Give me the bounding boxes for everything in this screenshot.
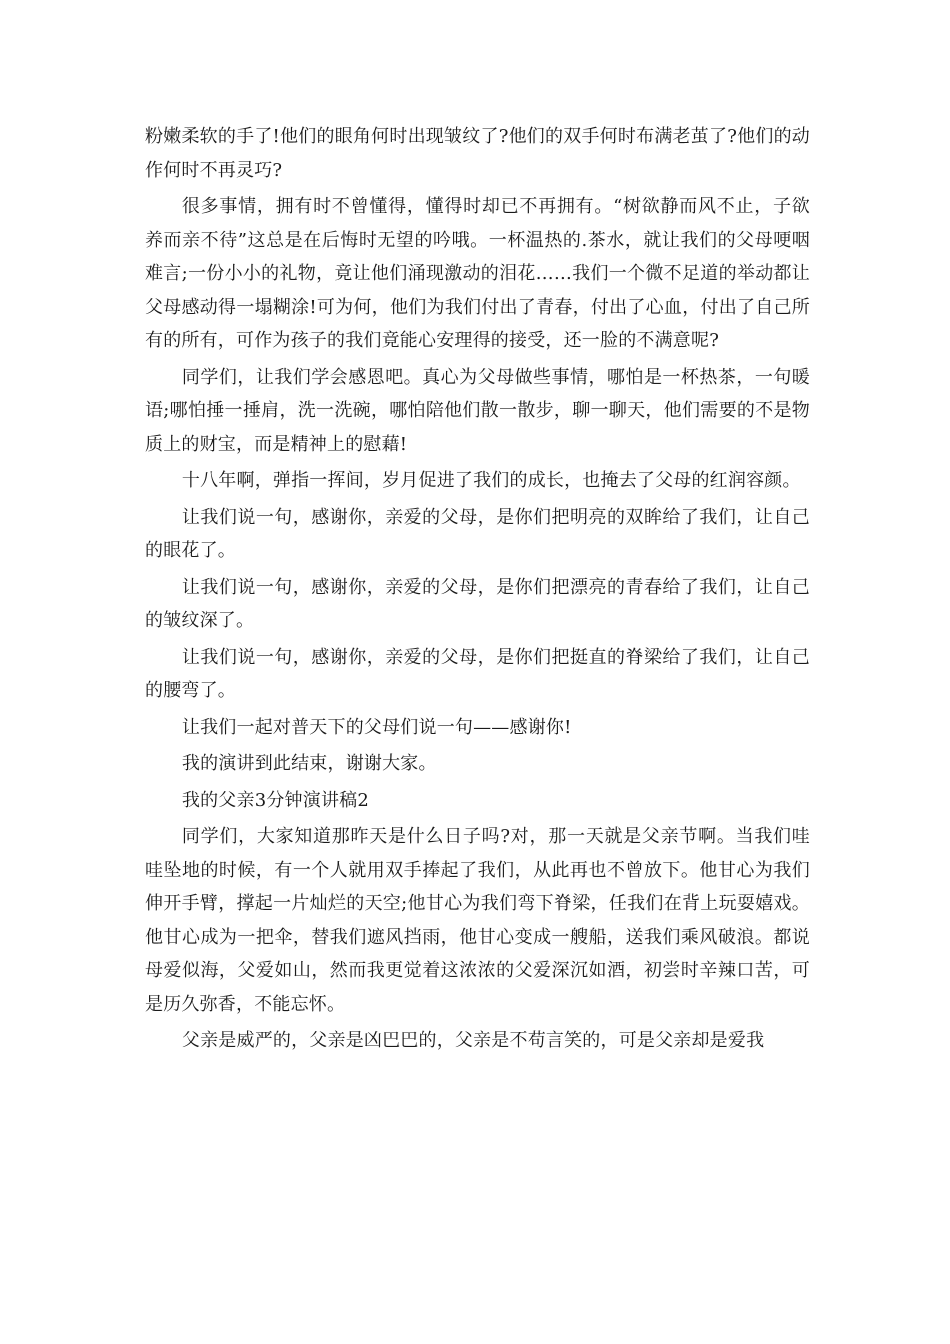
- paragraph-11: 父亲是威严的，父亲是凶巴巴的，父亲是不苟言笑的，可是父亲却是爱我: [181, 1030, 765, 1051]
- paragraph-2: 很多事情，拥有时不曾懂得，懂得时却已不再拥有。“树欲静而风不止，子欲养而亲不待”这总是在后悔时无望的吟哦。一杯温热的.茶水，就让我们的父母哽咽难言;一份小小的礼物，竟让他们涌现激动的泪花……我们一个微不足道的举动都让父母感动得一塌糊涂!可为何，他们为我们付出了青春，付出了心血，付出了自己所有的所有，可作为孩子的我们竟能心安理得的接受，还一脸的不满意呢?: [145, 196, 810, 351]
- paragraph-8: 让我们一起对普天下的父母们说一句——感谢你!: [181, 716, 572, 738]
- paragraph-9: 我的演讲到此结束，谢谢大家。: [181, 753, 437, 774]
- paragraph-3: 同学们，让我们学会感恩吧。真心为父母做些事情，哪怕是一杯热茶，一句暖语;哪怕捶一捶肩，洗一洗碗，哪怕陪他们散一散步，聊一聊天，他们需要的不是物质上的财宝，而是精神上的慰藉!: [145, 366, 810, 455]
- paragraph-6: 让我们说一句，感谢你，亲爱的父母，是你们把漂亮的青春给了我们，让自己的皱纹深了。: [145, 576, 810, 631]
- paragraph-5: 让我们说一句，感谢你，亲爱的父母，是你们把明亮的双眸给了我们，让自己的眼花了。: [145, 506, 810, 561]
- document-body: [145, 120, 810, 1061]
- paragraph-4: 十八年啊，弹指一挥间，岁月促进了我们的成长，也掩去了父母的红润容颜。: [181, 470, 801, 491]
- paragraph-1: 粉嫩柔软的手了!他们的眼角何时出现皱纹了?他们的双手何时布满老茧了?他们的动作何时不再灵巧?: [145, 126, 810, 181]
- section-heading: 我的父亲3分钟演讲稿2: [181, 789, 369, 811]
- paragraph-10: 同学们，大家知道那昨天是什么日子吗?对，那一天就是父亲节啊。当我们哇哇坠地的时候，有一个人就用双手捧起了我们，从此再也不曾放下。他甘心为我们伸开手臂，撑起一片灿烂的天空;他甘心为我们弯下脊梁，任我们在背上玩耍嬉戏。他甘心成为一把伞，替我们遮风挡雨，他甘心变成一艘船，送我们乘风破浪。都说母爱似海，父爱如山，然而我更觉着这浓浓的父爱深沉如酒，初尝时辛辣口苦，可是历久弥香，不能忘怀。: [145, 826, 810, 1015]
- paragraph-7: 让我们说一句，感谢你，亲爱的父母，是你们把挺直的脊梁给了我们，让自己的腰弯了。: [145, 646, 810, 701]
